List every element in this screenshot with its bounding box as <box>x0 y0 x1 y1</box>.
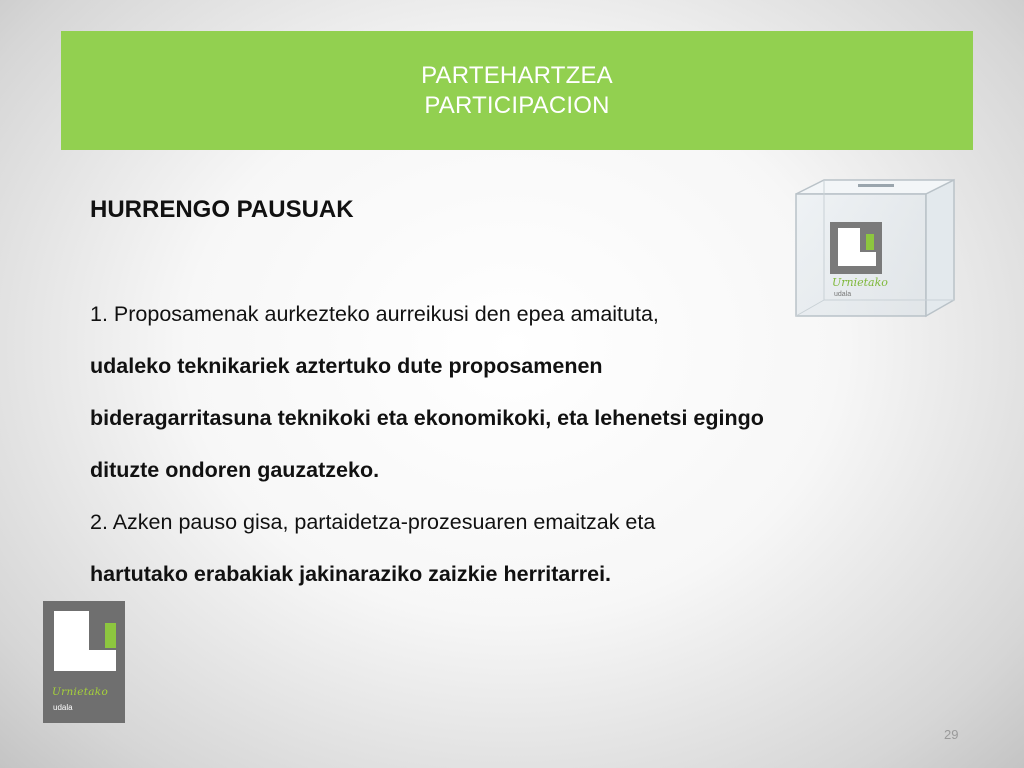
text-line-1: 1. Proposamenak aurkezteko aurreikusi den epea amaituta, <box>90 302 659 326</box>
text-line-6: hartutako erabakiak jakinaraziko zaizkie herritarrei. <box>90 562 612 586</box>
section-heading: HURRENGO PAUSUAK <box>90 196 354 223</box>
title-line-spanish: PARTICIPACION <box>424 91 610 119</box>
logo-sub-text: udala <box>53 703 73 712</box>
logo-script-text: Urnietako <box>52 686 109 698</box>
logo-mark-icon <box>43 601 125 683</box>
svg-text:udala: udala <box>834 291 852 298</box>
urnieta-logo <box>43 601 125 723</box>
svg-text:Urnietako: Urnietako <box>832 276 888 289</box>
slide-number: 29 <box>944 727 959 742</box>
text-line-5: 2. Azken pauso gisa, partaidetza-prozesuaren emaitzak eta <box>90 510 656 534</box>
body-text <box>90 288 910 600</box>
text-line-2: udaleko teknikariek aztertuko dute proposamenen <box>90 354 603 378</box>
text-line-4: dituzte ondoren gauzatzeko. <box>90 458 380 482</box>
ballot-box-image <box>786 172 962 324</box>
title-line-basque: PARTEHARTZEA <box>421 61 613 89</box>
text-line-3: bideragarritasuna teknikoki eta ekonomikoki, eta lehenetsi egingo <box>90 406 764 430</box>
title-banner <box>61 31 973 150</box>
